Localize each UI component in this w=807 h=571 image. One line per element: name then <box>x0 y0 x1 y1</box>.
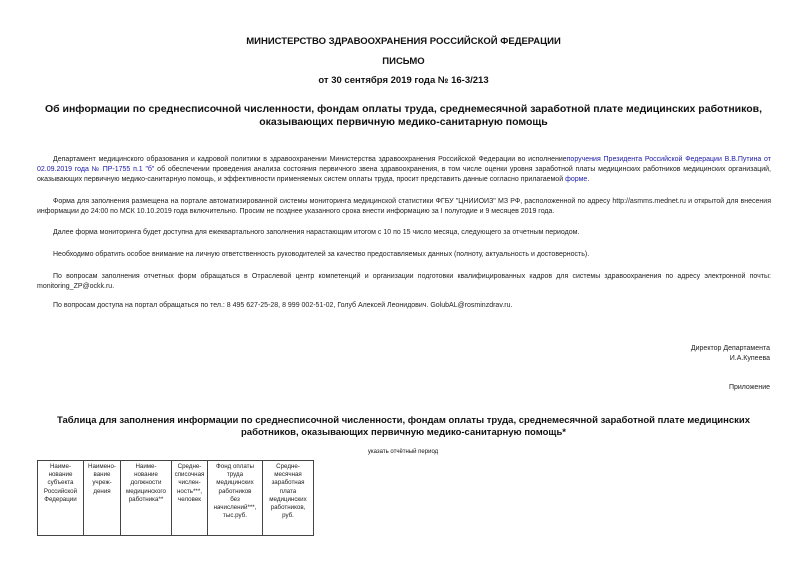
document-type: ПИСЬМО <box>382 56 425 67</box>
document-date-number: от 30 сентября 2019 года № 16-3/213 <box>318 75 489 86</box>
column-header: Фонд оплаты труда медицинских работников без начислений***, тыс.руб. <box>208 461 263 536</box>
column-header: Средне- месячная заработная плата медицинских работников, руб. <box>263 461 314 536</box>
body-paragraph-5: По вопросам заполнения отчетных форм обращаться в Отраслевой центр компетенций и организации подготовки квалифицированных кадров для системы здравоохранения по адресу электронной почты: monitoring_ZP@ockk.ru. <box>37 273 771 290</box>
table-title: Таблица для заполнения информации по среднесписочной численности, фондам оплаты труда, среднемесячной заработной плате медицинских работников, оказывающих первичную медико-санитарную помощь* <box>56 415 751 438</box>
p1-text-end: . <box>587 176 590 183</box>
column-header: Наиме- нование должности медицинского работника** <box>121 461 172 536</box>
p1-text-start: Департамент медицинского образования и кадровой политики в здравоохранении Министерства здравоохранения Российской Федерации во исполнение <box>53 156 567 163</box>
column-header: Средне- списочная числен- ность***, человек <box>172 461 208 536</box>
body-paragraph-2: Форма для заполнения размещена на портале автоматизированной системы мониторинга медицинской статистики ФГБУ "ЦНИИОИЗ" МЗ РФ, расположенной по адресу http://asmms.mednet.ru и открытой для внесения информации до 24:00 по МСК 10.10.2019 года включительно. Просим не позднее указанного срока внести информацию за I полугодие и 9 месяцев 2019 года. <box>37 198 771 215</box>
body-paragraph-3: Далее форма мониторинга будет доступна для ежеквартального заполнения нарастающим итогом с 10 по 15 число месяца, следующего за отчетным периодом. <box>53 229 580 236</box>
column-header: Наимено- вание учреж- дения <box>84 461 121 536</box>
body-paragraph-4: Необходимо обратить особое внимание на личную ответственность руководителей за качество предоставляемых данных (полноту, актуальность и достоверность). <box>53 251 590 258</box>
report-form-table <box>37 460 314 536</box>
signature-block <box>691 344 770 364</box>
body-paragraph-1 <box>37 155 771 185</box>
table-header-row <box>38 461 314 536</box>
p1-text-mid: об обеспечении проведения анализа состояния первичного звена здравоохранения, в том числе оценки уровня заработной платы медицинских работников медицинских организаций, оказывающих первичную медико-санитарную помощь, и эффективности применяемых систем оплаты труда, просит представить данные согласно прилагаемой <box>37 166 771 183</box>
body-paragraph-6: По вопросам доступа на портал обращаться по тел.: 8 495 627-25-28, 8 999 002-51-02, Голуб Алексей Леонидович. GolubAL@rosminzdrav.ru. <box>53 302 513 309</box>
column-header: Наиме- нование субъекта Российской Федерации <box>38 461 84 536</box>
ministry-heading: МИНИСТЕРСТВО ЗДРАВООХРАНЕНИЯ РОССИЙСКОЙ ФЕДЕРАЦИИ <box>246 36 561 47</box>
form-link[interactable]: форме <box>565 176 588 183</box>
signature-name: И.А.Купеева <box>729 355 770 362</box>
attachment-label: Приложение <box>728 384 770 391</box>
president-instruction-link[interactable]: поручения Президента Российской Федерации В.В.Путина от 02.09.2019 года № ПР-1755 п.1 "б" <box>37 156 771 173</box>
document-subject: Об информации по среднесписочной численности, фондам оплаты труда, среднемесячной заработной плате медицинских работников, оказывающих первичную медико-санитарную помощь <box>44 103 763 128</box>
signature-position: Директор Департамента <box>690 345 770 352</box>
period-note: указать отчётный период <box>367 449 439 455</box>
